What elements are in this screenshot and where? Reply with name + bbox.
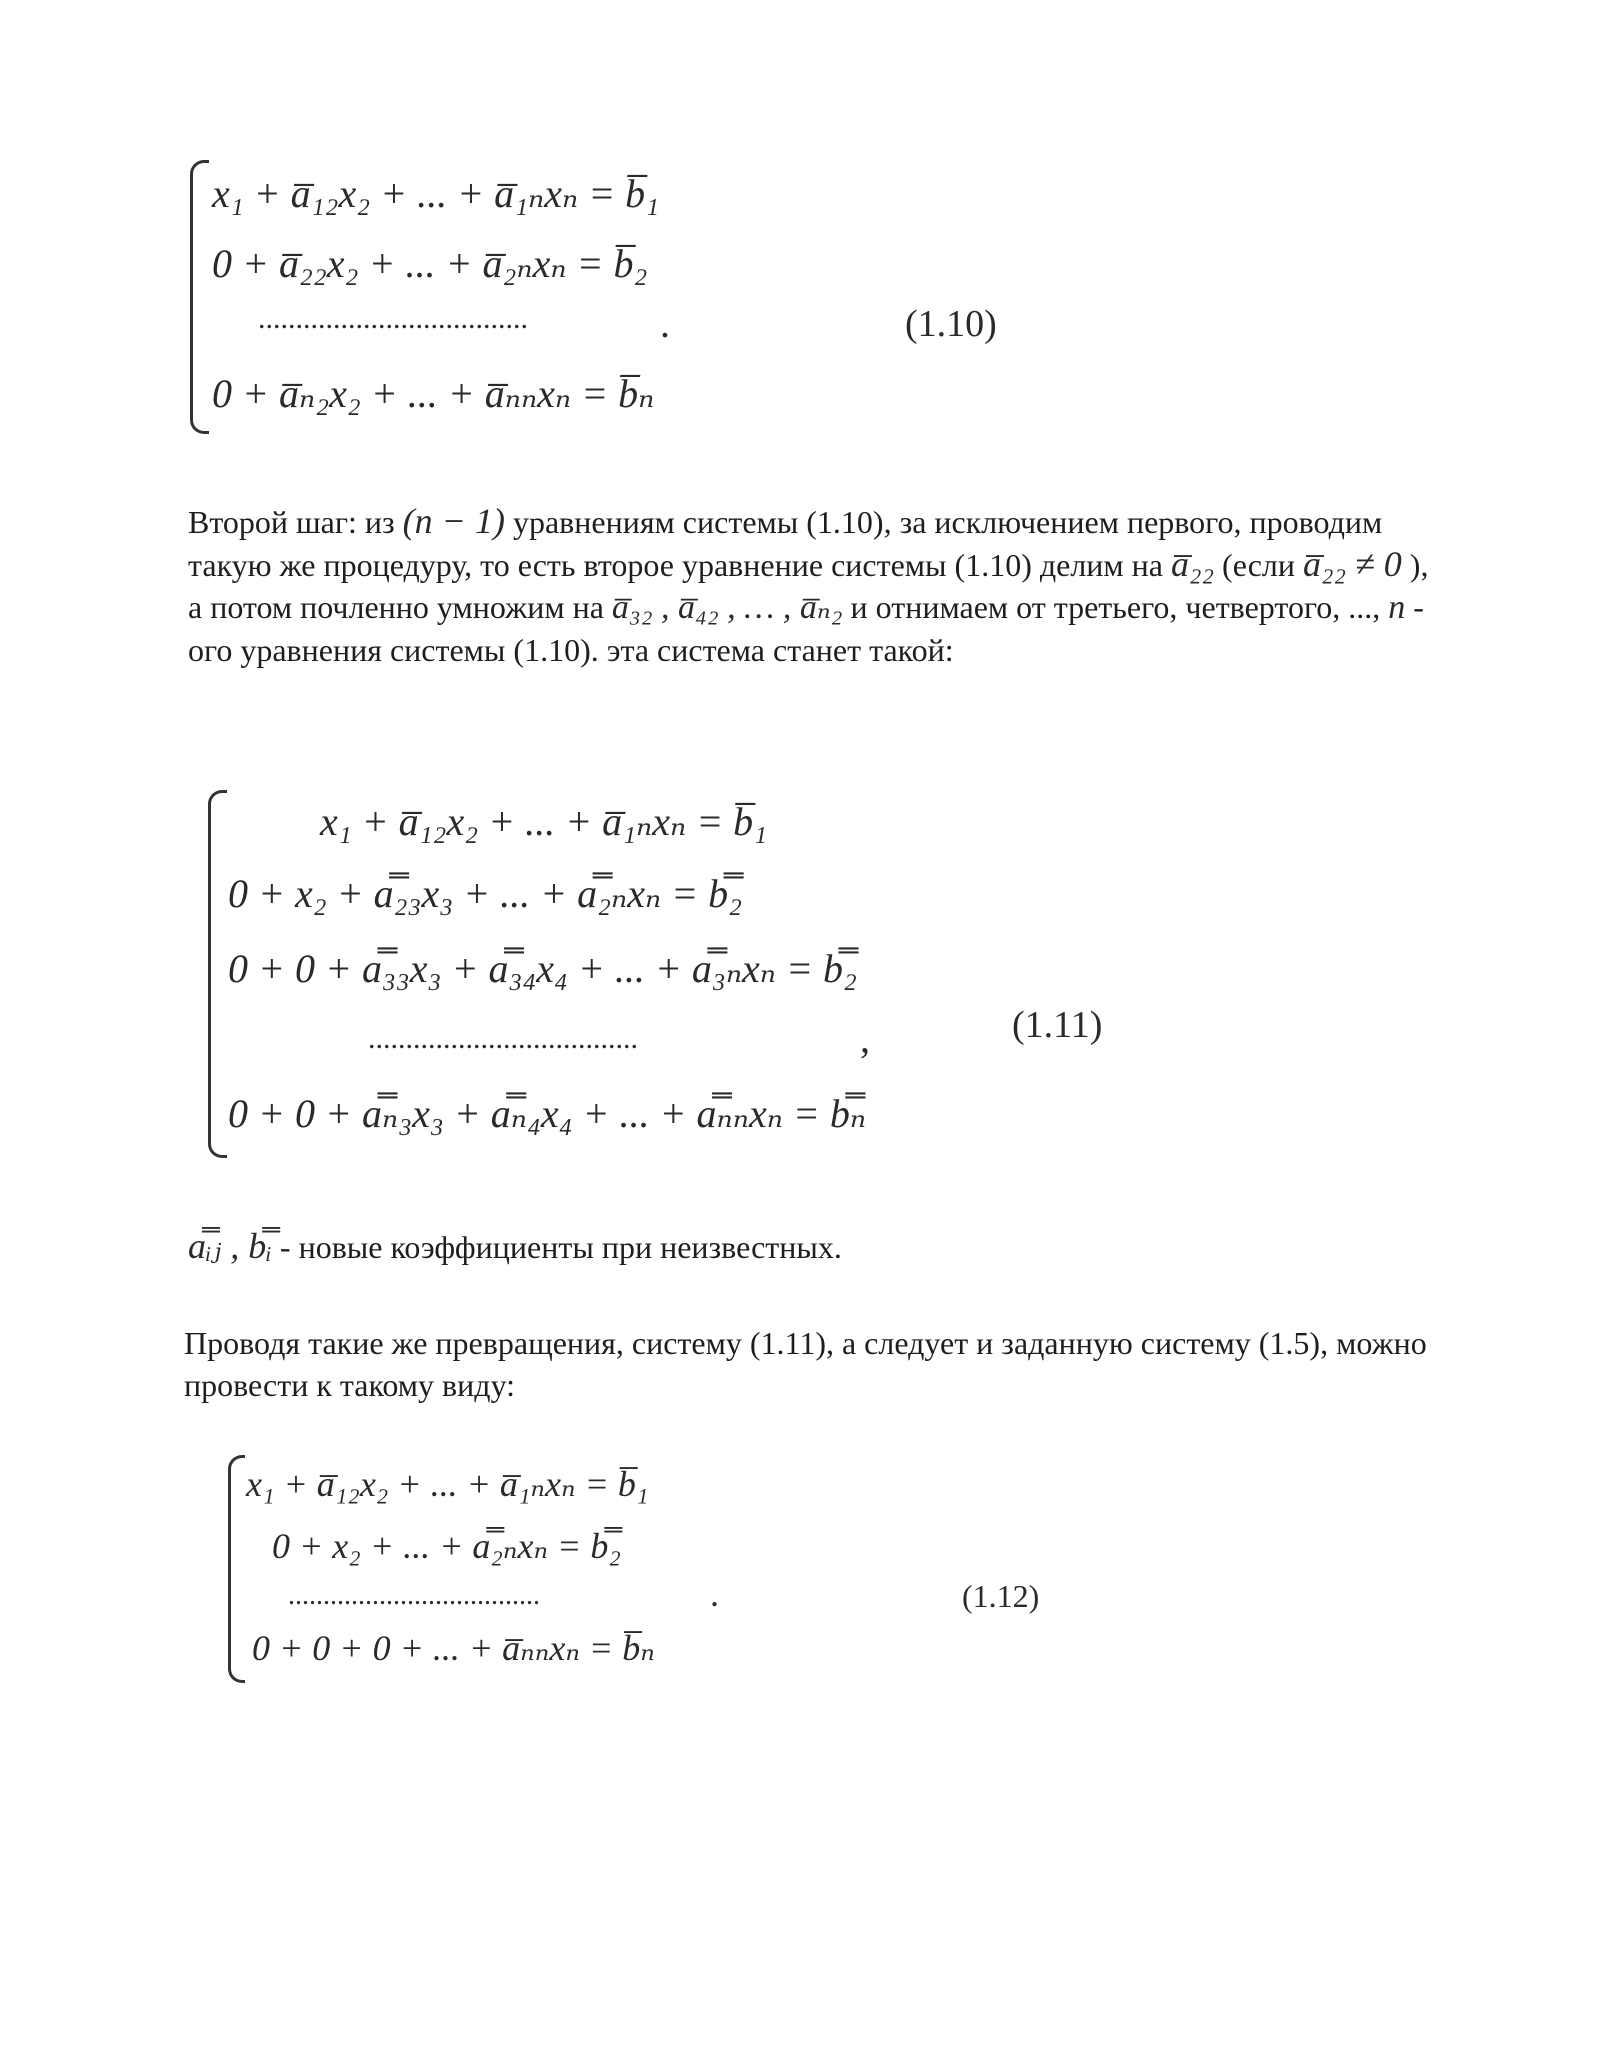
equation-ellipsis-row: ....................................: [258, 302, 528, 335]
formula-a22: a̅₂₂: [1171, 544, 1215, 584]
text: - ого уравнения системы (1.10). эта система станет такой:: [188, 589, 1424, 668]
formula-aij-bi: a̿ᵢⱼ , b̿ᵢ: [188, 1226, 272, 1266]
formula-n: n: [1388, 589, 1406, 626]
equation-number: (1.10): [905, 303, 997, 345]
equation-row: x₁ + a̅₁₂x₂ + ... + a̅₁ₙxₙ = b̅₁: [212, 171, 660, 216]
formula-a22-nonzero: a̅₂₂ ≠ 0: [1302, 544, 1402, 584]
formula-n-minus-1: (n − 1): [402, 501, 505, 541]
equation-row: x₁ + a̅₁₂x₂ + ... + a̅₁ₙxₙ = b̅₁: [246, 1464, 649, 1504]
equation-row: 0 + 0 + a̿₃₃x₃ + a̿₃₄x₄ + ... + a̿₃ₙxₙ = b̿₂: [228, 946, 857, 991]
equation-system-1-10: [190, 160, 710, 435]
equation-number: (1.12): [962, 1578, 1040, 1614]
formula-a32-a42-an2: a̅₃₂ , a̅₄₂ , … , a̅ₙ₂: [611, 589, 843, 626]
text: Второй шаг: из: [188, 504, 395, 540]
paragraph-transformations: [184, 1322, 1444, 1406]
text: ), а потом почленно умножим на: [188, 547, 1429, 625]
equation-row: 0 + x₂ + a̿₂₃x₃ + ... + a̿₂ₙxₙ = b̿₂: [228, 871, 743, 916]
equation-trailing-punctuation: ,: [860, 1016, 870, 1061]
text: (если: [1222, 547, 1295, 583]
equation-ellipsis-row: ....................................: [368, 1022, 638, 1055]
equation-system-1-12: [228, 1455, 748, 1685]
equation-trailing-punctuation: .: [660, 301, 670, 346]
equation-row: 0 + a̅₂₂x₂ + ... + a̅₂ₙxₙ = b̅₂: [212, 241, 648, 286]
equation-row: 0 + 0 + a̿ₙ₃x₃ + a̿ₙ₄x₄ + ... + a̿ₙₙxₙ = b̿ₙ: [228, 1091, 867, 1136]
system-brace: [190, 160, 209, 434]
equation-ellipsis-row: ....................................: [288, 1580, 540, 1611]
paragraph-new-coefficients: [188, 1225, 1448, 1268]
equation-row: 0 + a̅ₙ₂x₂ + ... + a̅ₙₙxₙ = b̅ₙ: [212, 371, 655, 416]
text: - новые коэффициенты при неизвестных.: [279, 1229, 842, 1265]
equation-row: 0 + x₂ + ... + a̿₂ₙxₙ = b̿₂: [272, 1526, 621, 1566]
equation-row: 0 + 0 + 0 + ... + a̅ₙₙxₙ = b̅ₙ: [252, 1628, 655, 1668]
equation-trailing-punctuation: .: [710, 1574, 719, 1614]
equation-row: x₁ + a̅₁₂x₂ + ... + a̅₁ₙxₙ = b̅₁: [320, 799, 768, 844]
system-brace: [208, 790, 227, 1158]
equation-number: (1.11): [1012, 1004, 1103, 1046]
paragraph-second-step: [188, 500, 1448, 671]
text: уравнениям системы (1.10), за исключением первого, проводим такую же процедуру, то есть второе уравнение системы (1.10) делим на: [188, 504, 1383, 583]
text: Проводя такие же превращения, систему (1.11), а следует и заданную систему (1.5), можно провести к такому виду:: [184, 1325, 1427, 1403]
system-brace: [228, 1455, 245, 1683]
equation-system-1-11: [208, 790, 888, 1160]
text: и отнимаем от третьего, четвертого, ...,: [850, 589, 1381, 625]
